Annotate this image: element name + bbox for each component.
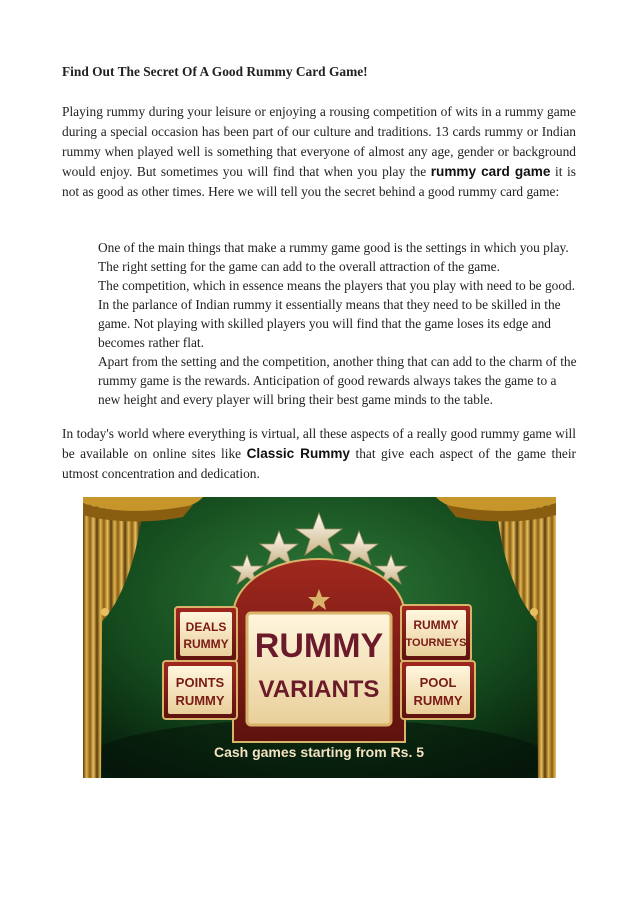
bullet-item <box>80 352 580 409</box>
center-line2-text: VARIANTS <box>258 676 380 703</box>
pool-line2-text: RUMMY <box>413 693 463 708</box>
bullet-text: The competition, which in essence means the players that you play with need to be good. In the parlance of Indian rummy it essentially means that they need to be skilled in the game. Not playing with skilled players you will find that the game loses its edge and becomes rather flat. <box>98 278 576 350</box>
outro-text-end: that give each aspect of the game their utmost concentration and dedication. <box>62 446 577 481</box>
rummy-variants-banner <box>83 497 556 778</box>
pool-line1-text: POOL <box>419 675 457 690</box>
bullet-item <box>80 276 580 352</box>
points-line2-text: RUMMY <box>175 693 225 708</box>
intro-text-end: it is not as good as other times. Here we will tell you the secret behind a good rummy card game: <box>62 164 576 199</box>
bullet-text: Apart from the setting and the competition, another thing that can add to the charm of the rummy game is the rewards. Anticipation of good rewards always takes the game to a new height and every player will bring their best game minds to the table. <box>98 354 577 407</box>
center-line1-text: RUMMY <box>254 627 384 665</box>
article-title: Find Out The Secret Of A Good Rummy Card Game! <box>62 64 368 79</box>
tourneys-line2-text: TOURNEYS <box>405 637 467 649</box>
rummy-card-game-link[interactable]: rummy card game <box>430 164 551 179</box>
classic-rummy-link[interactable]: Classic Rummy <box>246 446 350 461</box>
deals-line1-text: DEALS <box>185 620 227 634</box>
deals-line2-text: RUMMY <box>183 637 229 651</box>
points-rummy-sign <box>163 661 237 719</box>
bullet-list <box>80 238 580 409</box>
bullet-item <box>80 238 580 276</box>
center-marquee <box>233 559 405 742</box>
rummy-tourneys-sign <box>401 605 471 661</box>
intro-text-start: Playing rummy during your leisure or enjoying a rousing competition of wits in a rummy game during a special occasion has been part of our culture and traditions. 13 cards rummy or Indian rummy when played well is something that everyone of almost any age, gender or background would enjoy. But sometimes you will find that when you play the <box>62 104 576 179</box>
banner-illustration <box>83 497 556 778</box>
cash-games-tagline: Cash games starting from Rs. 5 <box>213 744 425 760</box>
bullet-text: One of the main things that make a rummy game good is the settings in which you play. The right setting for the game can add to the overall attraction of the game. <box>98 240 569 274</box>
outro-paragraph <box>62 424 576 484</box>
pool-rummy-sign <box>401 661 475 719</box>
points-line1-text: POINTS <box>175 675 225 690</box>
deals-rummy-sign <box>175 607 237 661</box>
outro-text-start: In today's world where everything is virtual, all these aspects of a really good rummy game will be available on online sites like <box>62 426 576 461</box>
intro-paragraph <box>62 102 576 202</box>
tourneys-line1-text: RUMMY <box>413 618 459 632</box>
